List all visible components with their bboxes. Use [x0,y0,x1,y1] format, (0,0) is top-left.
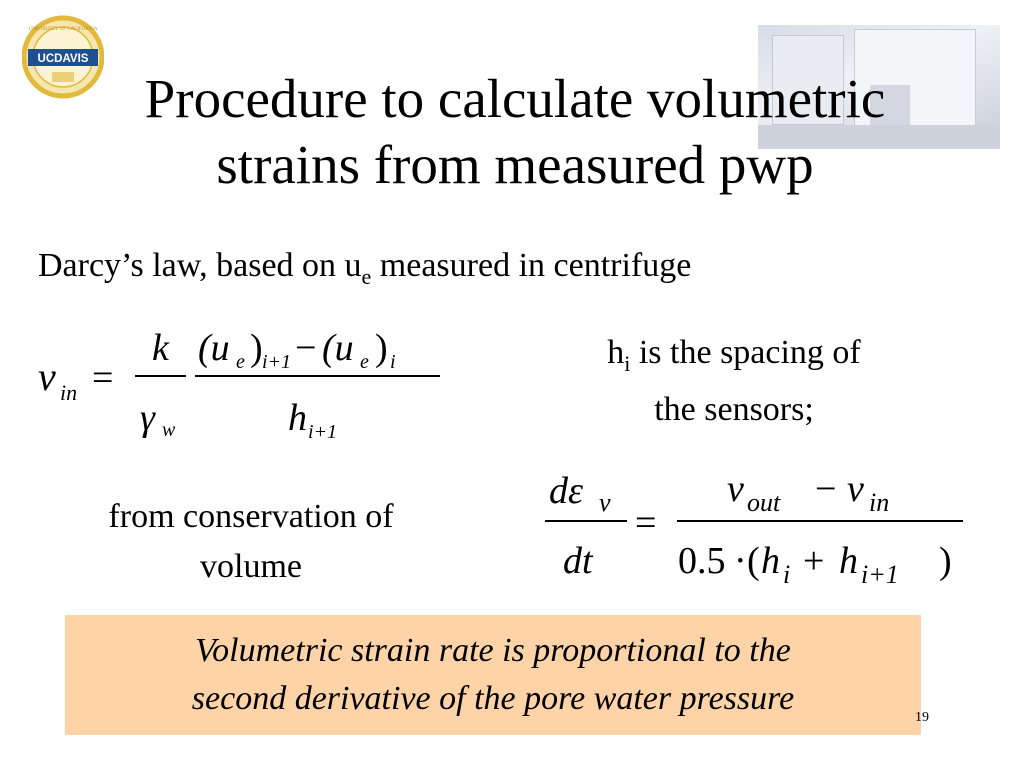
eq2-open: ( [747,540,760,582]
eq1-equals: = [92,357,114,399]
title-line-1: Procedure to calculate volumetric [144,68,886,129]
eq2-h2: h [839,540,858,582]
intro-text [38,244,691,299]
note-line1: is the spacing of [630,334,861,371]
eq2-v2-sub: in [869,488,890,517]
note-h-sub: i [624,350,631,376]
conservation-line-2: volume [200,548,302,585]
darcy-equation [30,318,450,448]
eq1-lhs-v: v [38,354,56,399]
eq1-minus: − [295,327,317,369]
eq2-dot: · [734,540,747,582]
eq2-eps-sub: v [599,488,611,517]
eq1-num-idx1: i+1 [262,351,292,373]
page-number: 19 [915,710,929,725]
note-line2: the sensors; [654,390,814,428]
eq2-h2-sub: i+1 [861,560,899,589]
eq2-h1-sub: i [783,560,791,589]
eq2-factor: 0.5 [678,540,726,582]
note-h: h [607,334,625,371]
strain-rate-equation [535,465,975,595]
eq2-plus: + [803,540,825,582]
eq1-num-close2: ) [375,327,388,369]
intro-subscript: e [361,263,372,289]
eq2-v1-sub: out [747,488,781,517]
eq1-gamma-sub: w [162,419,176,441]
eq1-den-h: h [288,397,307,439]
conservation-label [45,492,457,592]
callout-line-1: Volumetric strain rate is proportional to the [195,632,791,669]
eq2-close: ) [939,540,952,582]
eq1-num-right: (u [322,327,354,369]
eq2-dt: dt [563,540,593,582]
eq2-minus: − [815,468,837,510]
sensor-spacing-note [548,330,920,433]
intro-prefix: Darcy’s law, based on u [38,247,362,284]
eq2-v1: v [727,468,744,510]
eq1-num-e1: e [236,351,245,373]
eq1-den-sub: i+1 [308,421,338,443]
conclusion-callout [65,615,921,735]
eq2-h1: h [761,540,780,582]
logo-ring-text: UNIVERSITY OF CALIFORNIA [28,27,98,32]
eq1-gamma: γ [140,397,155,439]
eq2-equals: = [635,502,657,544]
intro-suffix: measured in centrifuge [371,247,692,284]
eq2-v2: v [847,468,864,510]
logo-wordmark: UCDAVIS [37,53,89,65]
eq1-num-left: (u [198,327,230,369]
conservation-line-1: from conservation of [108,498,394,535]
slide-title [70,66,960,198]
eq1-num-close1: ) [250,327,263,369]
eq1-num-idx2: i [390,351,396,373]
callout-line-2: second derivative of the pore water pressure [191,680,795,717]
eq1-num-e2: e [360,351,369,373]
eq1-k: k [152,327,169,369]
title-line-2: strains from measured pwp [216,134,814,195]
eq2-d-eps: dε [549,470,583,512]
eq1-lhs-sub: in [60,380,78,405]
